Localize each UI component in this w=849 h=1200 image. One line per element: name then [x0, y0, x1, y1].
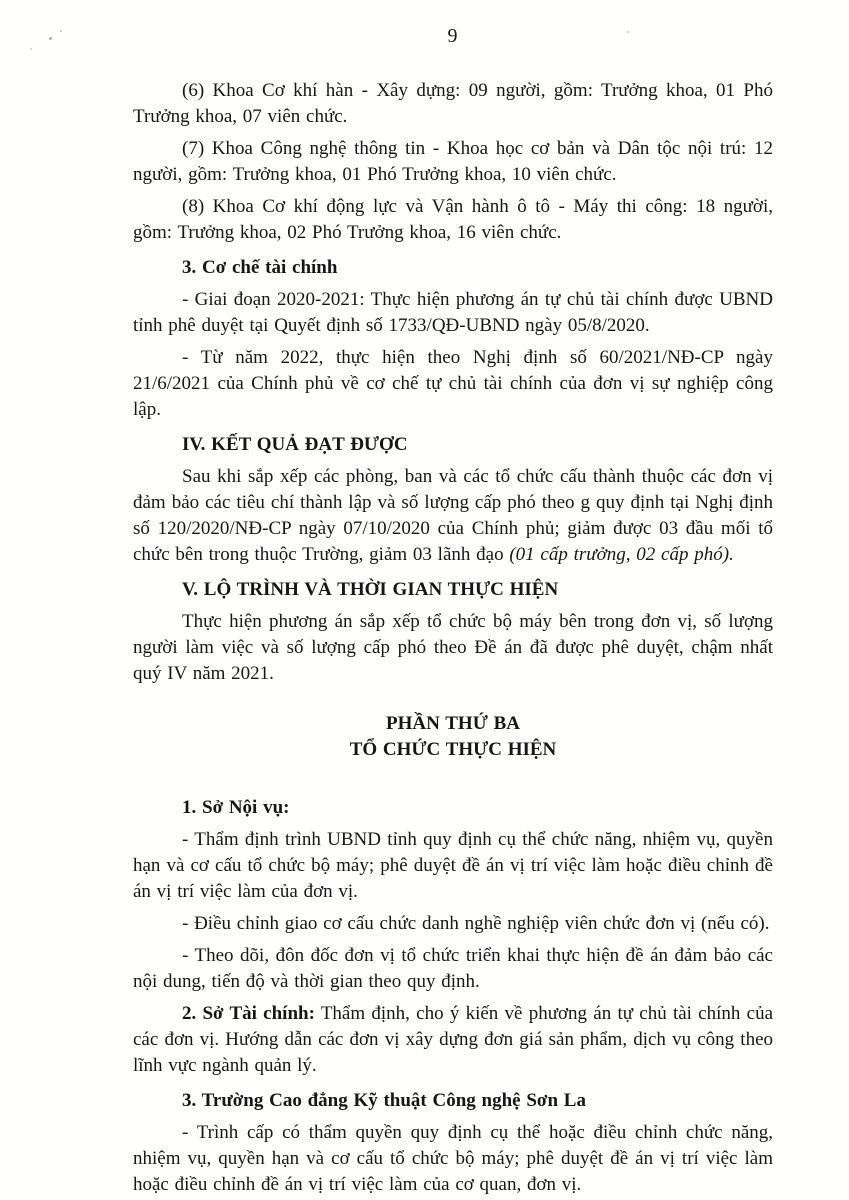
text-run: Thực hiện phương án sắp xếp tổ chức bộ máy bên trong đơn vị, số lượng người làm việc và số lượng cấp phó theo Đề án đã được phê duyệt, chậm nhất quý IV năm 2021.	[133, 611, 773, 684]
para-khoa-co-khi-dong-luc	[133, 194, 773, 246]
text-run: IV. KẾT QUẢ ĐẠT ĐƯỢC	[182, 434, 408, 455]
text-run: PHẦN THỨ BA	[386, 713, 520, 734]
heading-so-noi-vu	[133, 795, 773, 821]
title-to-chuc-thuc-hien	[133, 737, 773, 763]
text-run: Sau khi sắp xếp các phòng, ban và các tổ chức cấu thành thuộc các đơn vị đảm bảo các tiêu chí thành lập và số lượng cấp phó theo g quy định tại Nghị định số 120/2020/NĐ-CP ngày 07/10/2020 của Chính phủ; giảm được 03 đầu mối tổ chức bên trong thuộc Trường, giảm 03 lãnh đạo	[133, 466, 773, 565]
para-khoa-cong-nghe-thong-tin	[133, 136, 773, 188]
text-run: (8) Khoa Cơ khí động lực và Vận hành ô tô - Máy thi công: 18 người, gồm: Trưởng khoa, 02 Phó Trưởng khoa, 16 viên chức.	[133, 196, 773, 243]
para-sau-khi-sap-xep	[133, 464, 773, 568]
para-theo-doi-don-doc	[133, 943, 773, 995]
text-run: - Điều chỉnh giao cơ cấu chức danh nghề nghiệp viên chức đơn vị (nếu có).	[182, 913, 770, 934]
title-phan-thu-ba	[133, 711, 773, 737]
text-run: - Trình cấp có thẩm quyền quy định cụ thể hoặc điều chỉnh chức năng, nhiệm vụ, quyền hạn và cơ cấu tổ chức bộ máy; phê duyệt đề án vị trí việc làm hoặc điều chỉnh đề án vị trí việc làm của cơ quan, đơn vị.	[133, 1122, 773, 1195]
text-run: - Giai đoạn 2020-2021: Thực hiện phương án tự chủ tài chính được UBND tỉnh phê duyệt tại Quyết định số 1733/QĐ-UBND ngày 05/8/2020.	[133, 289, 773, 336]
heading-co-che-tai-chinh	[133, 255, 773, 281]
text-run: V. LỘ TRÌNH VÀ THỜI GIAN THỰC HIỆN	[182, 579, 559, 600]
para-tu-nam-2022	[133, 345, 773, 423]
para-so-tai-chinh	[133, 1001, 773, 1079]
para-trinh-cap-co-tham-quyen	[133, 1120, 773, 1198]
para-thuc-hien-phuong-an	[133, 609, 773, 687]
page-number: 9	[447, 25, 458, 47]
scan-speck	[60, 30, 62, 32]
text-run: TỔ CHỨC THỰC HIỆN	[349, 739, 557, 760]
scan-speck	[30, 48, 32, 50]
text-run: Thẩm định, cho ý kiến về phương án tự chủ tài chính của các đơn vị. Hướng dẫn các đơn vị xây dựng đơn giá sản phẩm, dịch vụ công theo lĩnh vực ngành quản lý.	[133, 1003, 773, 1076]
para-giai-doan-2020-2021	[133, 287, 773, 339]
text-run: 3. Trường Cao đẳng Kỹ thuật Công nghệ Sơn La	[182, 1090, 586, 1111]
para-tham-dinh-trinh-ubnd	[133, 827, 773, 905]
scan-speck	[49, 37, 52, 40]
heading-lo-trinh-thoi-gian	[133, 577, 773, 603]
heading-ket-qua-dat-duoc	[133, 432, 773, 458]
heading-truong-cao-dang	[133, 1088, 773, 1114]
document-blocks	[133, 72, 773, 1198]
text-run: - Thẩm định trình UBND tỉnh quy định cụ thể chức năng, nhiệm vụ, quyền hạn và cơ cấu tổ chức bộ máy; phê duyệt đề án vị trí việc làm hoặc điều chỉnh đề án vị trí việc làm của đơn vị.	[133, 829, 773, 902]
text-run: (6) Khoa Cơ khí hàn - Xây dựng: 09 người, gồm: Trưởng khoa, 01 Phó Trưởng khoa, 07 viên chức.	[133, 80, 773, 127]
text-run: 1. Sở Nội vụ:	[182, 797, 290, 818]
text-run: 2. Sở Tài chính:	[182, 1003, 315, 1024]
text-run: - Từ năm 2022, thực hiện theo Nghị định số 60/2021/NĐ-CP ngày 21/6/2021 của Chính phủ về cơ chế tự chủ tài chính của đơn vị sự nghiệp công lập.	[133, 347, 773, 420]
text-run: 3. Cơ chế tài chính	[182, 257, 338, 278]
text-run: (7) Khoa Công nghệ thông tin - Khoa học cơ bản và Dân tộc nội trú: 12 người, gồm: Trưởng khoa, 01 Phó Trưởng khoa, 10 viên chức.	[133, 138, 773, 185]
para-dieu-chinh-giao-co-cau	[133, 911, 773, 937]
text-run: (01 cấp trưởng, 02 cấp phó).	[509, 544, 734, 565]
text-run: - Theo dõi, đôn đốc đơn vị tổ chức triển khai thực hiện đề án đảm bảo các nội dung, tiến độ và thời gian theo quy định.	[133, 945, 773, 992]
para-khoa-co-khi-han	[133, 78, 773, 130]
